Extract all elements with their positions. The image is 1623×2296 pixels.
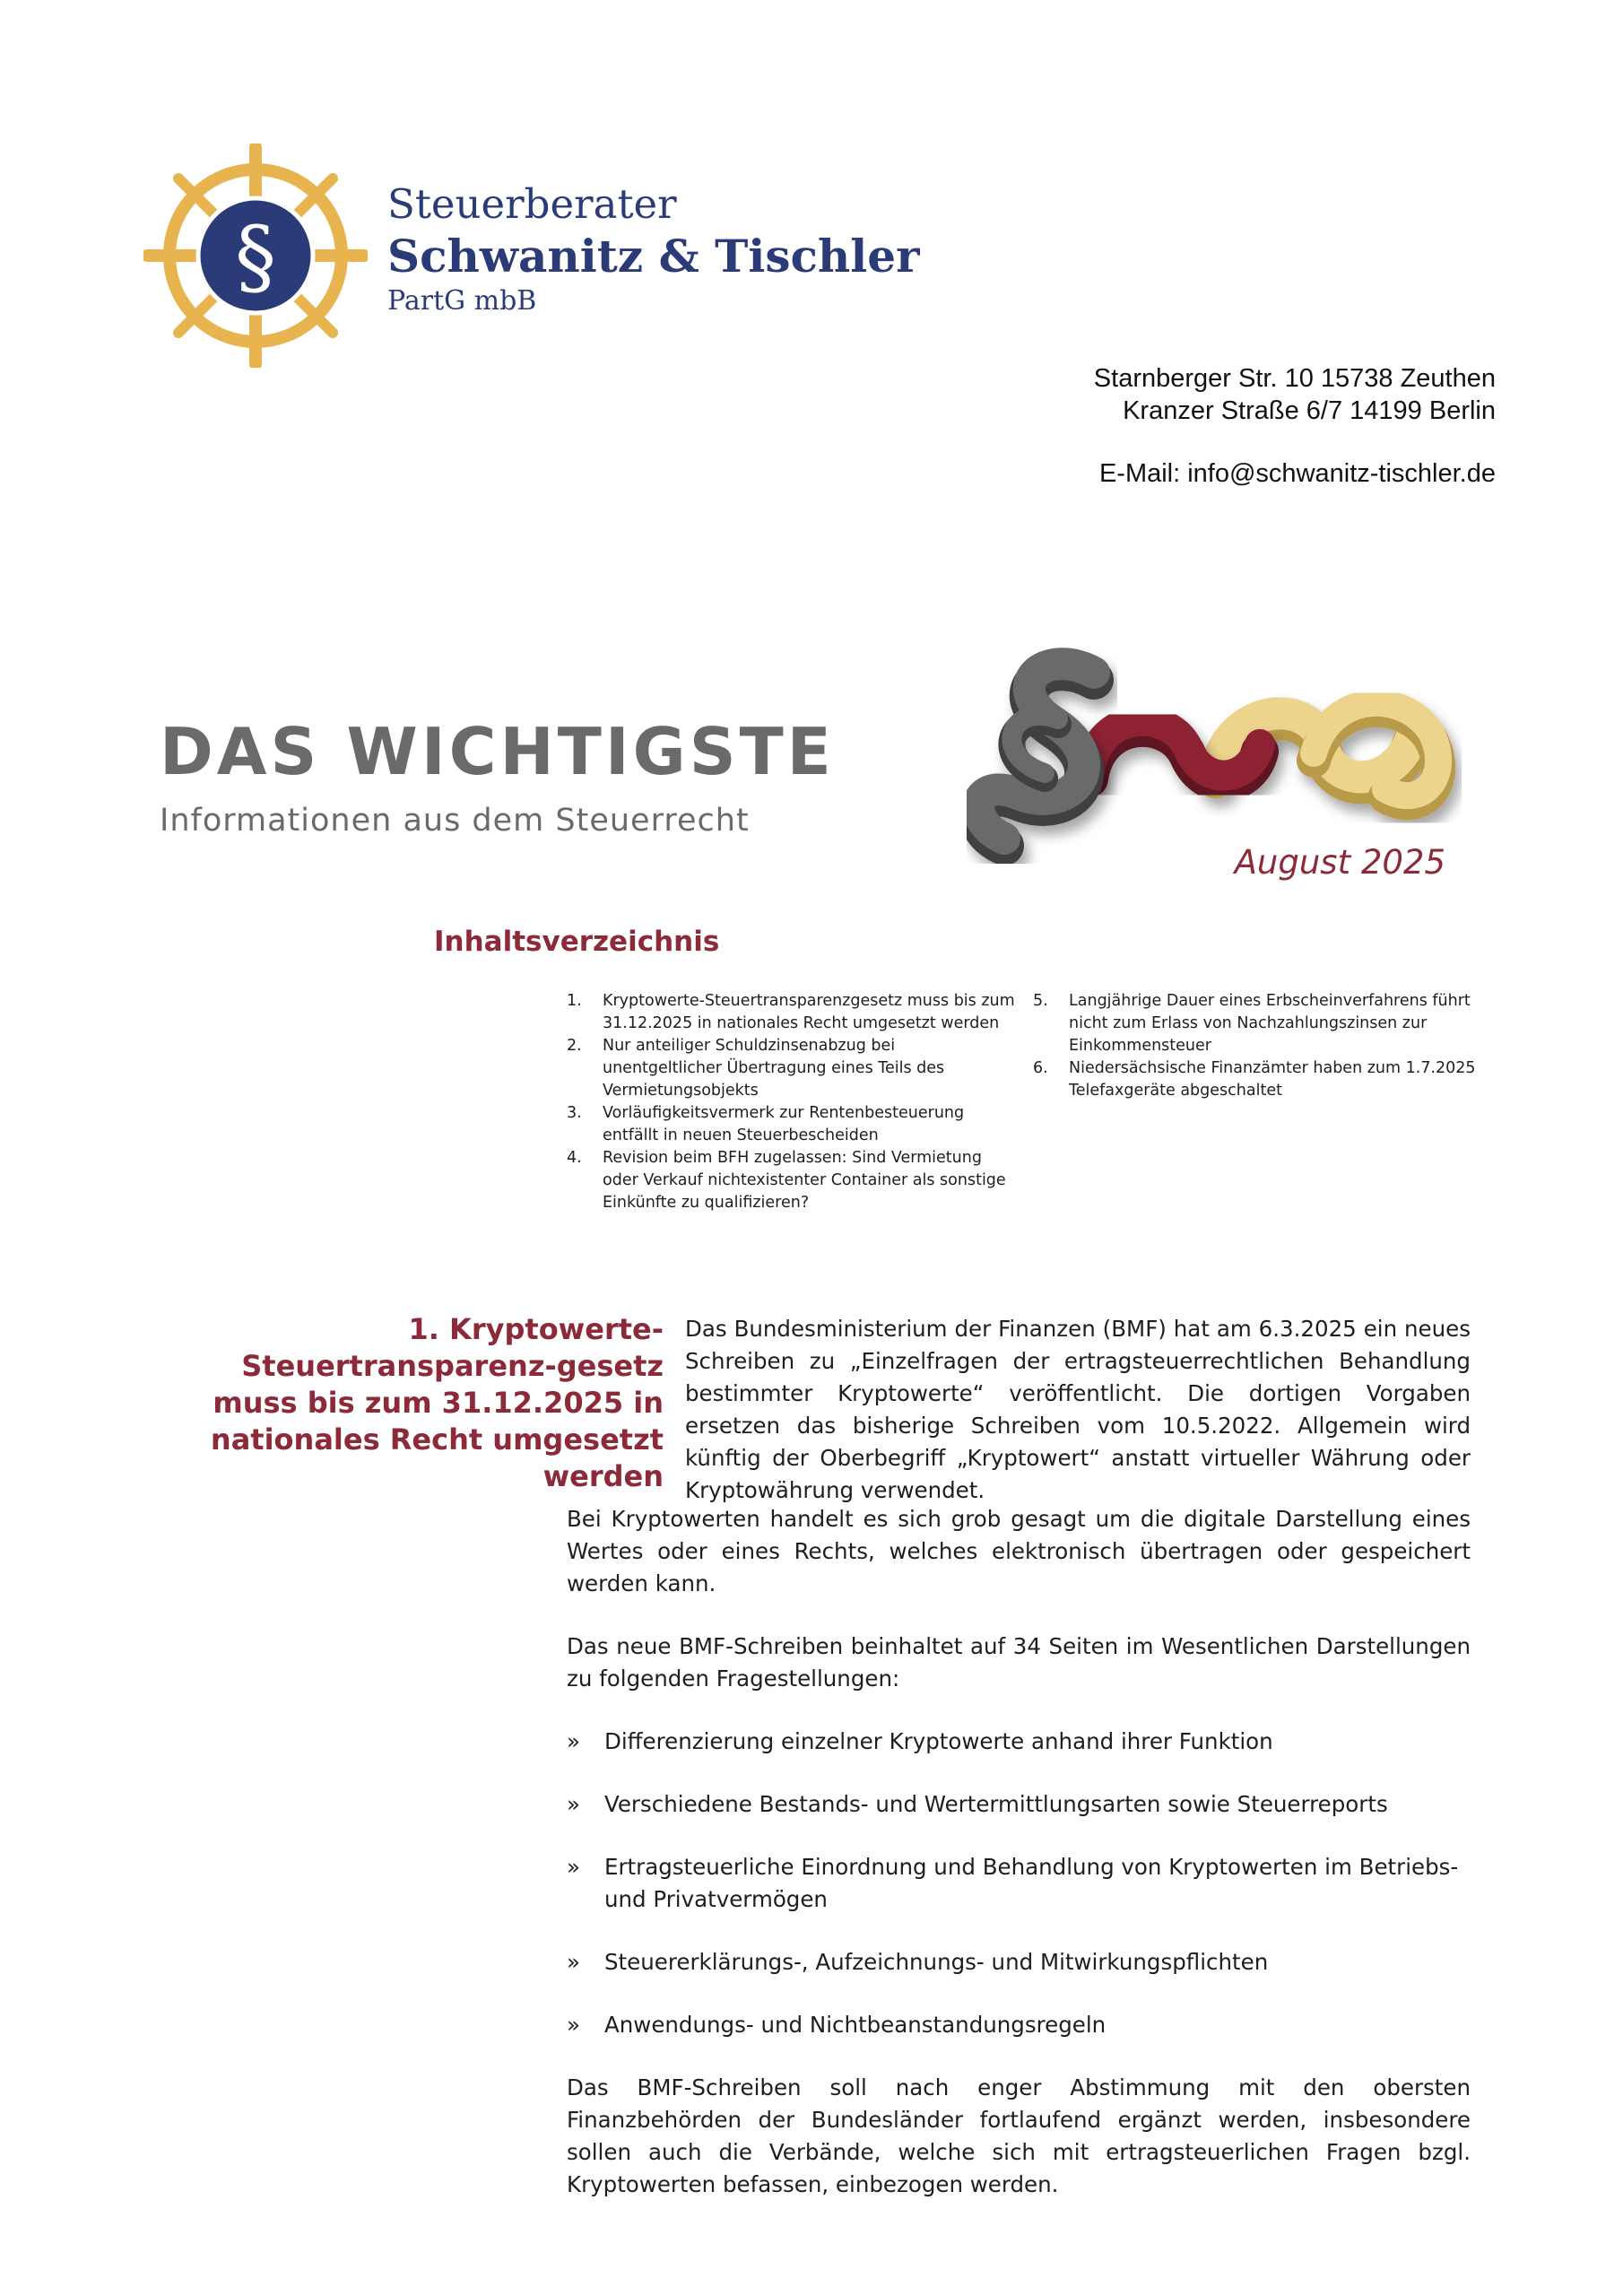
- list-item: [567, 1788, 1471, 1821]
- address-berlin: Kranzer Straße 6/7 14199 Berlin: [1123, 396, 1496, 425]
- toc-item: [567, 1035, 1015, 1102]
- article-body: [567, 1503, 1471, 2231]
- firm-line-legal-form: PartG mbB: [387, 285, 537, 317]
- toc-item: [567, 1102, 1015, 1147]
- ships-wheel-paragraph-icon: [143, 144, 368, 368]
- toc-item-text: Revision beim BFH zugelassen: Sind Vermietung oder Verkauf nichtexistenter Container als sonstige Einkünfte zu qualifizieren?: [603, 1149, 1006, 1212]
- toc-item-text: Niedersächsische Finanzämter haben zum 1.7.2025 Telefaxgeräte abgeschaltet: [1069, 1059, 1476, 1100]
- bullet-mark: »: [567, 1854, 580, 1880]
- article-paragraph: Bei Kryptowerten handelt es sich grob gesagt um die digitale Darstellung eines Wertes oder eines Rechts, welches elektronisch übertragen oder gespeichert werden kann.: [567, 1506, 1471, 1596]
- article-paragraph: Das neue BMF-Schreiben beinhaltet auf 34 Seiten im Wesentlichen Darstellungen zu folgenden Fragestellungen:: [567, 1633, 1471, 1692]
- toc-item-text: Langjährige Dauer eines Erbscheinverfahrens führt nicht zum Erlass von Nachzahlungszinsen zur Einkommensteuer: [1069, 992, 1471, 1055]
- list-item-text: Ertragsteuerliche Einordnung und Behandlung von Kryptowerten im Betriebs- und Privatvermögen: [604, 1854, 1459, 1912]
- address-block: [1094, 362, 1496, 490]
- article-heading: 1. Kryptowerte-Steuertransparenz-gesetz muss bis zum 31.12.2025 in nationales Recht umgesetzt werden: [210, 1312, 664, 1493]
- toc-item: [1033, 1057, 1481, 1102]
- firm-line-name: Schwanitz & Tischler: [387, 230, 920, 283]
- toc-item-number: 1.: [567, 992, 582, 1010]
- email-address: E-Mail: info@schwanitz-tischler.de: [1098, 459, 1496, 488]
- list-item: [567, 2009, 1471, 2041]
- toc-item-number: 6.: [1033, 1059, 1048, 1077]
- issue-date: August 2025: [1234, 843, 1445, 882]
- firm-name: [387, 179, 919, 319]
- toc-column-left: [567, 990, 1015, 1214]
- toc-heading: Inhaltsverzeichnis: [434, 926, 720, 958]
- bullet-mark: »: [567, 1728, 580, 1754]
- bullet-list: [567, 1726, 1471, 2041]
- list-item-text: Differenzierung einzelner Kryptowerte anhand ihrer Funktion: [604, 1728, 1273, 1754]
- article-paragraph: Das BMF-Schreiben soll nach enger Abstimmung mit den obersten Finanzbehörden der Bundesländer fortlaufend ergänzt werden, insbesondere sollen auch die Verbände, welche sich mit ertragsteuerlichen Fragen bzgl. Kryptowerten befassen, einbezogen werden.: [567, 2074, 1471, 2197]
- bullet-mark: »: [567, 1791, 580, 1817]
- list-item: [567, 1851, 1471, 1916]
- newsletter-title: DAS WICHTIGSTE: [160, 714, 835, 789]
- toc-item: [1033, 990, 1481, 1057]
- toc-item: [567, 990, 1015, 1035]
- bullet-mark: »: [567, 2012, 580, 2038]
- toc-item-text: Vorläufigkeitsvermerk zur Rentenbesteuerung entfällt in neuen Steuerbescheiden: [603, 1104, 965, 1144]
- toc-item-text: Nur anteiliger Schuldzinsenabzug bei unentgeltlicher Übertragung eines Teils des Vermietungsobjekts: [603, 1037, 945, 1100]
- toc-column-right: [1033, 990, 1481, 1102]
- list-item-text: Steuererklärungs-, Aufzeichnungs- und Mitwirkungspflichten: [604, 1949, 1269, 1975]
- list-item: [567, 1726, 1471, 1758]
- list-item: [567, 1946, 1471, 1979]
- list-item-text: Verschiedene Bestands- und Wertermittlungsarten sowie Steuerreports: [604, 1791, 1388, 1817]
- firm-line-steuerberater: Steuerberater: [387, 180, 677, 228]
- logo-symbol: §: [235, 209, 276, 305]
- toc-item-number: 3.: [567, 1104, 582, 1122]
- three-paragraph-signs-icon: [937, 644, 1462, 864]
- toc-item-number: 4.: [567, 1149, 582, 1167]
- bullet-mark: »: [567, 1949, 580, 1975]
- address-zeuthen: Starnberger Str. 10 15738 Zeuthen: [1093, 364, 1496, 393]
- newsletter-subtitle: Informationen aus dem Steuerrecht: [160, 803, 750, 839]
- article-intro-paragraph: Das Bundesministerium der Finanzen (BMF) hat am 6.3.2025 ein neues Schreiben zu „Einzelfragen der ertragsteuerrechtlichen Behandlung bestimmter Kryptowerte“ veröffentlicht. Die dortigen Vorgaben ersetzen das bisherige Schreiben vom 10.5.2022. Allgemein wird künftig der Oberbegriff „Kryptowert“ anstatt virtueller Währung oder Kryptowährung verwendet.: [685, 1316, 1471, 1503]
- toc-item-text: Kryptowerte-Steuertransparenzgesetz muss bis zum 31.12.2025 in nationales Recht umgesetzt werden: [603, 992, 1015, 1032]
- list-item-text: Anwendungs- und Nichtbeanstandungsregeln: [604, 2012, 1107, 2038]
- toc-item-number: 5.: [1033, 992, 1048, 1010]
- toc-item: [567, 1147, 1015, 1214]
- toc-item-number: 2.: [567, 1037, 582, 1055]
